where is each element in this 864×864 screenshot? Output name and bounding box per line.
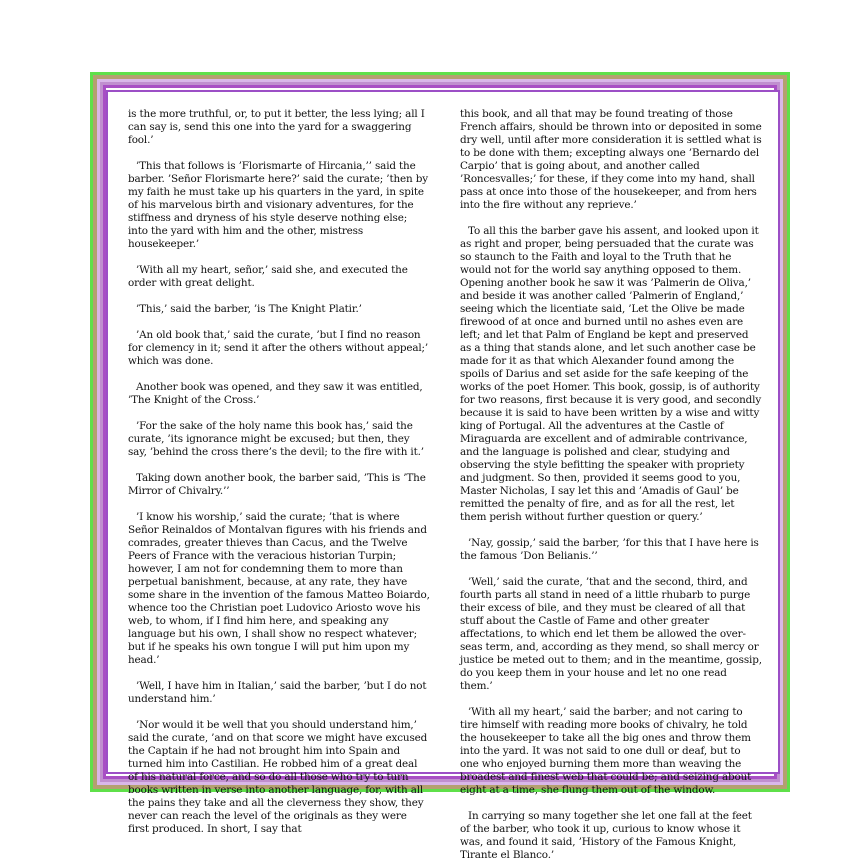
paragraph: ’Well,’ said the curate, ’that and the second, third, and fourth parts all stand in need of a little rhubarb to purge their excess of bile, and they must be cleared of all that stuff about the Castle of Fame and other greater affectations, to which end let them be allowed the over-seas term, and, according as they mend, so shall mercy or justice be meted out to them; and in the meantime, gossip, do you keep them in your house and let no one read them.’ <box>460 576 762 692</box>
paragraph: this book, and all that may be found treating of those French affairs, should be thrown into or deposited in some dry well, until after more consideration it is settled what is to be done with them; excepting always one ’Bernardo del Carpio’ that is going about, and another called ’Roncesvalles;’ for these, if they come into my hand, shall pass at once into those of the housekeeper, and from hers into the fire without any reprieve.’ <box>460 108 762 211</box>
paragraph: Another book was opened, and they saw it was entitled, ’The Knight of the Cross.’ <box>128 381 423 406</box>
paragraph: ’Nay, gossip,’ said the barber, ’for this that I have here is the famous ’Don Belianis.’’ <box>460 537 759 562</box>
right-column <box>460 108 762 861</box>
paragraph: ’Nor would it be well that you should understand him,’ said the curate, ’and on that score we might have excused the Captain if he had not brought him into Spain and turned him into Castilian. He robbed him of a great deal of his natural force, and so do all those who try to turn books written in verse into another language, for, with all the pains they take and all the cleverness they show, they never can reach the level of the originals as they were first produced. In short, I say that <box>128 719 428 835</box>
paragraph: ’For the sake of the holy name this book has,’ said the curate, ’its ignorance might be excused; but then, they say, ’behind the cross there’s the devil; to the fire with it.’ <box>128 420 424 458</box>
paragraph: ’With all my heart,’ said the barber; and not caring to tire himself with reading more books of chivalry, he told the housekeeper to take all the big ones and throw them into the yard. It was not said to one dull or deaf, but to one who enjoyed burning them more than weaving the broadest and finest web that could be; and seizing about eight at a time, she flung them out of the window. <box>460 706 752 796</box>
paragraph: ’This,’ said the barber, ’is The Knight Platir.’ <box>136 303 362 315</box>
paragraph: ’This that follows is ’Florismarte of Hircania,’’ said the barber. ’Señor Florismarte here?’ said the curate; ’then by my faith he must take up his quarters in the yard, in spite of his marvelous birth and visionary adventures, for the stiffness and dryness of his style deserve nothing else; into the yard with him and the other, mistress housekeeper.’ <box>128 160 428 250</box>
paragraph: To all this the barber gave his assent, and looked upon it as right and proper, being persuaded that the curate was so staunch to the Faith and loyal to the Truth that he would not for the world say anything opposed to them. Opening another book he saw it was ’Palmerin de Oliva,’ and beside it was another called ’Palmerin of England,’ seeing which the licentiate said, ’Let the Olive be made firewood of at once and burned until no ashes even are left; and let that Palm of England be kept and preserved as a thing that stands alone, and let such another case be made for it as that which Alexander found among the spoils of Darius and set aside for the safe keeping of the works of the poet Homer. This book, gossip, is of authority for two reasons, first because it is very good, and secondly because it is said to have been written by a wise and witty king of Portugal. All the adventures at the Castle of Miraguarda are excellent and of admirable contrivance, and the language is polished and clear, studying and observing the style befitting the speaker with propriety and judgment. So then, provided it seems good to you, Master Nicholas, I say let this and ’Amadis of Gaul’ be remitted the penalty of fire, and as for all the rest, let them perish without further question or query.’ <box>460 225 762 523</box>
paragraph: Taking down another book, the barber said, ’This is ’The Mirror of Chivalry.’’ <box>128 472 426 497</box>
paragraph: ’I know his worship,’ said the curate; ’that is where Señor Reinaldos of Montalvan figures with his friends and comrades, greater thieves than Cacus, and the Twelve Peers of France with the veracious historian Turpin; however, I am not for condemning them to more than perpetual banishment, because, at any rate, they have some share in the invention of the famous Matteo Boiardo, whence too the Christian poet Ludovico Ariosto wove his web, to whom, if I find him here, and speaking any language but his own, I shall show no respect whatever; but if he speaks his own tongue I will put him upon my head.’ <box>128 511 430 666</box>
text-columns <box>128 108 762 861</box>
left-column <box>128 108 430 835</box>
document-page <box>106 90 780 861</box>
paragraph: is the more truthful, or, to put it better, the less lying; all I can say is, send this one into the yard for a swaggering fool.’ <box>128 108 425 146</box>
paragraph: In carrying so many together she let one fall at the feet of the barber, who took it up, curious to know whose it was, and found it said, ’History of the Famous Knight, Tirante el Blanco.’ <box>460 810 752 861</box>
paragraph: ’With all my heart, señor,’ said she, and executed the order with great delight. <box>128 264 408 289</box>
paragraph: ’An old book that,’ said the curate, ’but I find no reason for clemency in it; send it after the others without appeal;’ which was done. <box>128 329 429 367</box>
paragraph: ’Well, I have him in Italian,’ said the barber, ’but I do not understand him.’ <box>128 680 427 705</box>
